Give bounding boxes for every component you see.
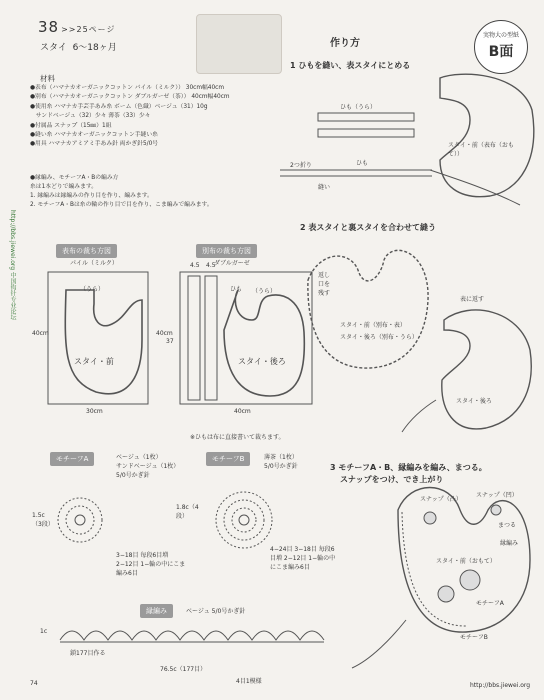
materials-heading: 材料 (40, 74, 55, 83)
s2-label-back: スタイ・後ろ（別布・うら） (340, 334, 418, 341)
materials-list (30, 84, 290, 150)
s3-label-matsuru: まつる (498, 522, 517, 529)
motif-a-yarn1: ベージュ（1枚） (116, 454, 162, 461)
s3-label-edge: 縁編み (500, 540, 519, 547)
s2-label-open: 返し口を残す (318, 272, 331, 297)
material-line: ●付属品 スナップ（15㎜）1組 (30, 122, 112, 129)
pattern-title: スタイ 6〜18ヶ月 (40, 43, 117, 53)
back-piece-label: スタイ・後ろ (238, 357, 286, 366)
himo-label: ひも (230, 286, 243, 293)
s3-label-snap2: スナップ（凹） (476, 492, 518, 499)
s1-label-fold: 2つ折り (290, 162, 312, 169)
page-number: 74 (30, 680, 38, 687)
s1-label-himo: ひも（うら） (340, 104, 377, 111)
s1-label-himo2: ひも (356, 160, 369, 167)
material-line: ●別布（ハマナカオーガニックコットン ダブルガーゼ（茶）） 40cm幅40cm (30, 94, 230, 101)
height-40a: 40cm (32, 330, 49, 337)
front-piece-label: スタイ・前 (74, 357, 114, 366)
motif-b-hook: 5/0号かぎ針 (264, 463, 298, 470)
notes-heading: ●縁編み、モチーフA・Bの編み方 (30, 175, 119, 181)
notes-line: 2. モチーフA・Bは糸の輪の作り目で目を作り、こま編みで編みます。 (30, 202, 213, 208)
edging-repeat: 4目1模様 (236, 678, 262, 685)
s3-label-snap: スナップ（凸） (420, 496, 462, 503)
width-40: 40cm (234, 408, 251, 415)
motif-a-yarn2: サンドベージュ（1枚） (116, 463, 180, 470)
footer-url: http://bbs.jiewei.org (470, 682, 531, 689)
edging-length: 76.5c（177目） (160, 666, 207, 673)
motif-a-size: 1.5c（3段） (32, 512, 54, 528)
step-3b: スナップをつけ、でき上がり (340, 475, 444, 484)
s2-label-back2: スタイ・後ろ (456, 398, 492, 405)
material-line: ●表布（ハマナカオーガニックコットン パイル（ミルク）） 30cm幅40cm (30, 85, 224, 91)
motif-b-size: 1.8c（4段） (176, 504, 199, 520)
motif-a-hook: 5/0号かぎ針 (116, 472, 150, 479)
material-line: ●用具 ハマナカアミアミ手あみ針 両かぎ針5/0号 (30, 141, 159, 148)
s3-label-motif-b: モチーフB (460, 634, 488, 641)
motif-b-rows: 4−24目 3−18目 毎段6目増 2−12目 1−輪の中にこま編み6目 (270, 546, 336, 571)
s2-label-front: スタイ・前（別布・表） (340, 322, 406, 329)
s3-label-motif-a: モチーフA (476, 600, 504, 607)
notes-line: 糸は1本どりで編みます。 (30, 184, 97, 190)
step-2: 2 表スタイと裏スタイを合わせて縫う (300, 223, 437, 232)
height-40b: 40cm (156, 330, 173, 337)
front-fabric: パイル（ミルク） (70, 260, 118, 267)
edging-start: 鎖177目作る (70, 650, 106, 657)
step-1: 1 ひもを縫い、表スタイにとめる (290, 61, 411, 70)
material-line: ●縫い糸 ハマナカオーガニックコットン手縫い糸 (30, 132, 158, 139)
motif-b-yarn1: 薄茶（1枚） (264, 454, 298, 461)
notes-line: 1. 縁編みは縁編みの作り目を作り、編みます。 (30, 193, 153, 199)
cut-note: ※ひもは布に直接書いて裁ちます。 (190, 434, 285, 441)
back-fabric: ダブルガーゼ (214, 260, 250, 267)
front-cut-label: 表布の裁ち方図 (56, 244, 117, 258)
back-cut-label: 別布の裁ち方図 (196, 244, 257, 258)
edging-yarn: ベージュ 5/0号かぎ針 (186, 608, 246, 615)
material-line: ●使用糸 ハマナカ手芸手あみ糸 ボーム（色織）ベージュ（31）10g (30, 103, 208, 110)
material-line: サンドベージュ（32）少々 薄茶（33）少々 (30, 113, 151, 120)
front-ura: （うら） (80, 286, 105, 293)
product-photo (196, 14, 282, 74)
s1-label-sew: 縫い (318, 184, 331, 191)
pattern-number: 38 >>25ページ (38, 18, 116, 36)
s2-label-turn: 表に返す (460, 296, 485, 303)
s1-label-front: スタイ・前（表布（おもて）） (448, 142, 514, 158)
pattern-badge: 実物大の型紙 B面 (474, 20, 528, 74)
motif-a-label: モチーフA (50, 452, 94, 466)
edging-label: 縁編み (140, 604, 173, 618)
back-ura: （うら） (252, 288, 277, 295)
side-watermark: http://bbs.jiewei.org 中国钩针专业论坛 (9, 210, 16, 320)
strip-45b: 4.5 (206, 262, 216, 269)
step-3: 3 モチーフA・B、縁編みを編み、まつる。 (330, 463, 487, 472)
motif-a-rows: 3−18目 毎段6目増 2−12目 1−輪の中にこま編み6目 (116, 552, 186, 577)
edging-height: 1c (40, 628, 48, 635)
motif-b-label: モチーフB (206, 452, 250, 466)
width-30: 30cm (86, 408, 103, 415)
height-37: 37 (166, 338, 174, 345)
s3-label-front: スタイ・前（おもて） (436, 558, 496, 565)
strip-45a: 4.5 (190, 262, 200, 269)
steps-title: 作り方 (330, 38, 360, 49)
knitting-notes (30, 174, 290, 210)
